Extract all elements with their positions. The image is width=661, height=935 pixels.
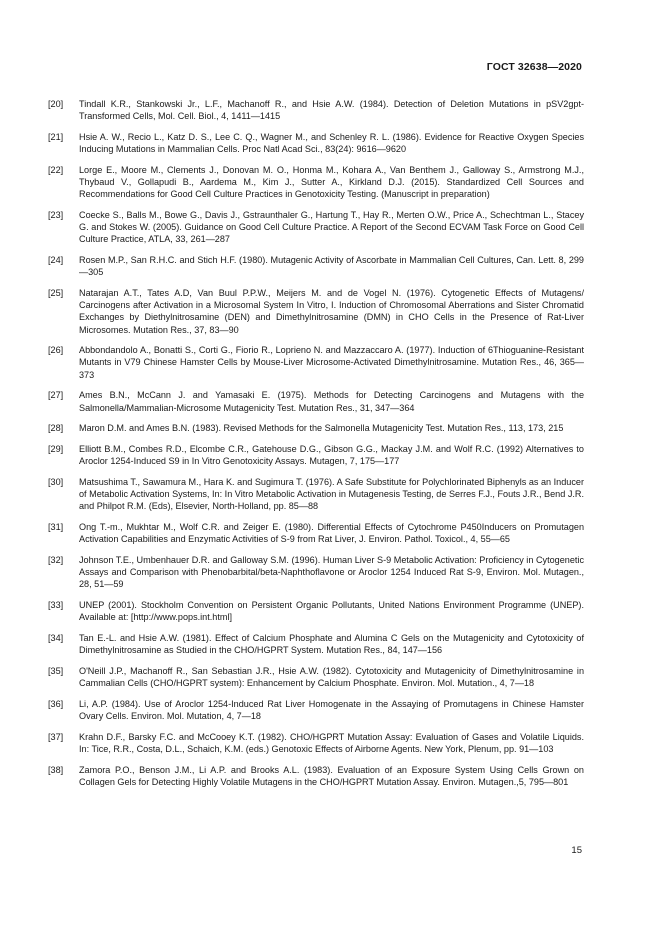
reference-item <box>48 254 584 278</box>
reference-number: [22] <box>48 164 64 175</box>
reference-text: Li, A.P. (1984). Use of Aroclor 1254-Induced Rat Liver Homogenate in the Assaying of Promutagens in Chinese Hamster Ovary Cells. Environ. Mol. Mutation, 4, 7—18 <box>79 698 584 721</box>
reference-number: [33] <box>48 600 64 610</box>
reference-number: [27] <box>48 390 64 401</box>
reference-text: Zamora P.O., Benson J.M., Li A.P. and Brooks A.L. (1983). Evaluation of an Exposure System Using Cells Grown on Collagen Gels for Detecting Highly Volatile Mutagens in the CHO/HGPRT Mutation Assay. Environ. Mutagen.,5, 795—801 <box>79 764 584 787</box>
reference-text: Ong T.-m., Mukhtar M., Wolf C.R. and Zeiger E. (1980). Differential Effects of Cytochrome P450Inducers on Promutagen Activation Capabilities and Enzymatic Activities of S-9 from Rat Liver, J. Environ. Pathol. Toxicol., 4, 55—65 <box>79 521 584 545</box>
reference-number: [21] <box>48 131 64 142</box>
reference-number: [30] <box>48 476 64 487</box>
reference-number: [37] <box>48 731 64 742</box>
reference-number: [26] <box>48 345 64 356</box>
reference-text: Abbondandolo A., Bonatti S., Corti G., Fiorio R., Loprieno N. and Mazzaccaro A. (1977). Induction of 6Thioguanine-Resistant Mutants in V79 Chinese Hamster Cells by Mouse-Liver Microsome-Activated Dimethylnitrosamine. Mutation Res., 46, 365—373 <box>79 345 584 380</box>
reference-text: Tan E.-L. and Hsie A.W. (1981). Effect of Calcium Phosphate and Alumina C Gels on the Mutagenicity and Cytotoxicity of Dimethylnitrosamine as Studied in the CHO/HGPRT System. Mutation Res., 84, 147—156 <box>79 632 584 656</box>
reference-item <box>48 599 584 623</box>
reference-item <box>48 422 584 434</box>
reference-item <box>48 632 584 656</box>
reference-text: Hsie A. W., Recio L., Katz D. S., Lee C. Q., Wagner M., and Schenley R. L. (1986). Evidence for Reactive Oxygen Species Inducing Mutations in Mammalian Cells. Proc Natl Acad Sci., 83(24): 9616—9620 <box>79 131 584 155</box>
reference-item <box>48 209 584 246</box>
reference-number: [24] <box>48 255 64 266</box>
reference-text: Tindall K.R., Stankowski Jr., L.F., Machanoff R., and Hsie A.W. (1984). Detection of Deletion Mutations in pSV2gpt-Transformed Cells, Mol. Cell. Biol., 4, 1411—1415 <box>79 99 584 122</box>
reference-item <box>48 389 584 413</box>
reference-text: Matsushima T., Sawamura M., Hara K. and Sugimura T. (1976). A Safe Substitute for Polychlorinated Biphenyls as an Inducer of Metabolic Activation Systems, In: In Vitro Metabolic Activation in Mutagenesis Testing, de Serres F.J., Fouts J.R., Bend J.R. and Philpot R.M. (Eds), Elsevier, North-Holland, pp. 85—88 <box>79 476 584 512</box>
reference-text: O'Neill J.P., Machanoff R., San Sebastian J.R., Hsie A.W. (1982). Cytotoxicity and Mutagenicity of Dimethylnitrosamine in Cammalian Cells (CHO/HGPRT system): Enhancement by Calcium Phosphate. Environ. Mol. Mutation., 4, 7—18 <box>79 665 584 689</box>
reference-number: [32] <box>48 554 64 565</box>
reference-list <box>48 98 584 796</box>
reference-number: [25] <box>48 287 64 298</box>
reference-text: Maron D.M. and Ames B.N. (1983). Revised Methods for the Salmonella Mutagenicity Test. Mutation Res., 113, 173, 215 <box>79 423 564 434</box>
reference-number: [31] <box>48 521 64 532</box>
reference-item <box>48 164 584 201</box>
page-number: 15 <box>571 845 582 856</box>
reference-text: UNEP (2001). Stockholm Convention on Persistent Organic Pollutants, United Nations Environment Programme (UNEP). Available at: [http://www.pops.int.html] <box>79 600 584 623</box>
reference-number: [29] <box>48 443 64 454</box>
reference-item <box>48 131 584 155</box>
reference-number: [20] <box>48 99 64 109</box>
reference-item <box>48 98 584 122</box>
reference-text: Natarajan A.T., Tates A.D, Van Buul P.P.W., Meijers M. and de Vogel N. (1976). Cytogenetic Effects of Mutagens/ Carcinogens after Activation in a Microsomal System In Vitro, I. Induction of Chromosomal Aberrations and Sister Chromatid Exchanges by Diethylnitrosamine (DEN) and Dimethylnitrosamine (DMN) in CHO Cells in the Presence of Rat-Liver Microsomes. Mutation Res., 37, 83—90 <box>79 287 584 335</box>
reference-item <box>48 698 584 722</box>
reference-text: Johnson T.E., Umbenhauer D.R. and Galloway S.M. (1996). Human Liver S-9 Metabolic Activation: Proficiency in Cytogenetic Assays and Comparison with Phenobarbital/beta-Naphthoflavone or Aroclor 1254 Induced Rat S-9, Environ. Mol. Mutagen., 28, 51—59 <box>79 554 584 590</box>
reference-item <box>48 554 584 591</box>
reference-number: [38] <box>48 764 64 775</box>
reference-number: [28] <box>48 423 64 434</box>
reference-number: [35] <box>48 665 64 676</box>
reference-text: Krahn D.F., Barsky F.C. and McCooey K.T. (1982). CHO/HGPRT Mutation Assay: Evaluation of Gases and Volatile Liquids. In: Tice, R.R., Costa, D.L., Schaich, K.M. (eds.) Genotoxic Effects of Airborne Agents. New York, Plenum, pp. 91—103 <box>79 731 584 754</box>
reference-item <box>48 521 584 545</box>
standard-code: ГОСТ 32638—2020 <box>486 61 582 73</box>
reference-text: Rosen M.P., San R.H.C. and Stich H.F. (1980). Mutagenic Activity of Ascorbate in Mammalian Cell Cultures, Can. Lett. 8, 299—305 <box>79 255 584 278</box>
reference-item <box>48 665 584 689</box>
reference-number: [23] <box>48 209 64 220</box>
reference-text: Coecke S., Balls M., Bowe G., Davis J., Gstraunthaler G., Hartung T., Hay R., Merten O.W., Price A., Schechtman L., Stacey G. and Stokes W. (2005). Guidance on Good Cell Culture Practice. A Report of the Second ECVAM Task Force on Good Cell Culture Practice, ATLA, 33, 261—287 <box>79 209 584 245</box>
reference-item <box>48 344 584 381</box>
reference-item <box>48 443 584 467</box>
reference-item <box>48 476 584 513</box>
reference-text: Lorge E., Moore M., Clements J., Donovan M. O., Honma M., Kohara A., Van Benthem J., Galloway S., Armstrong M.J., Thybaud V., Gollapudi B., Aardema M., Kim J., Sutter A., Kirkland D.J. (2015). Standardized Cell Sources and Recommendations for Good Cell Culture Practices in Genotoxicity Testing. (Manuscript in preparation) <box>79 164 584 200</box>
reference-item <box>48 731 584 755</box>
reference-number: [34] <box>48 632 64 643</box>
reference-text: Elliott B.M., Combes R.D., Elcombe C.R., Gatehouse D.G., Gibson G.G., Mackay J.M. and Wolf R.C. (1992) Alternatives to Aroclor 1254-Induced S9 in In Vitro Genotoxicity Assays. Mutagen, 7, 175—177 <box>79 443 584 467</box>
reference-text: Ames B.N., McCann J. and Yamasaki E. (1975). Methods for Detecting Carcinogens and Mutagens with the Salmonella/Mammalian-Microsome Mutagenicity Test. Mutation Res., 31, 347—364 <box>79 390 584 413</box>
reference-item <box>48 287 584 336</box>
reference-number: [36] <box>48 698 64 709</box>
reference-item <box>48 764 584 788</box>
